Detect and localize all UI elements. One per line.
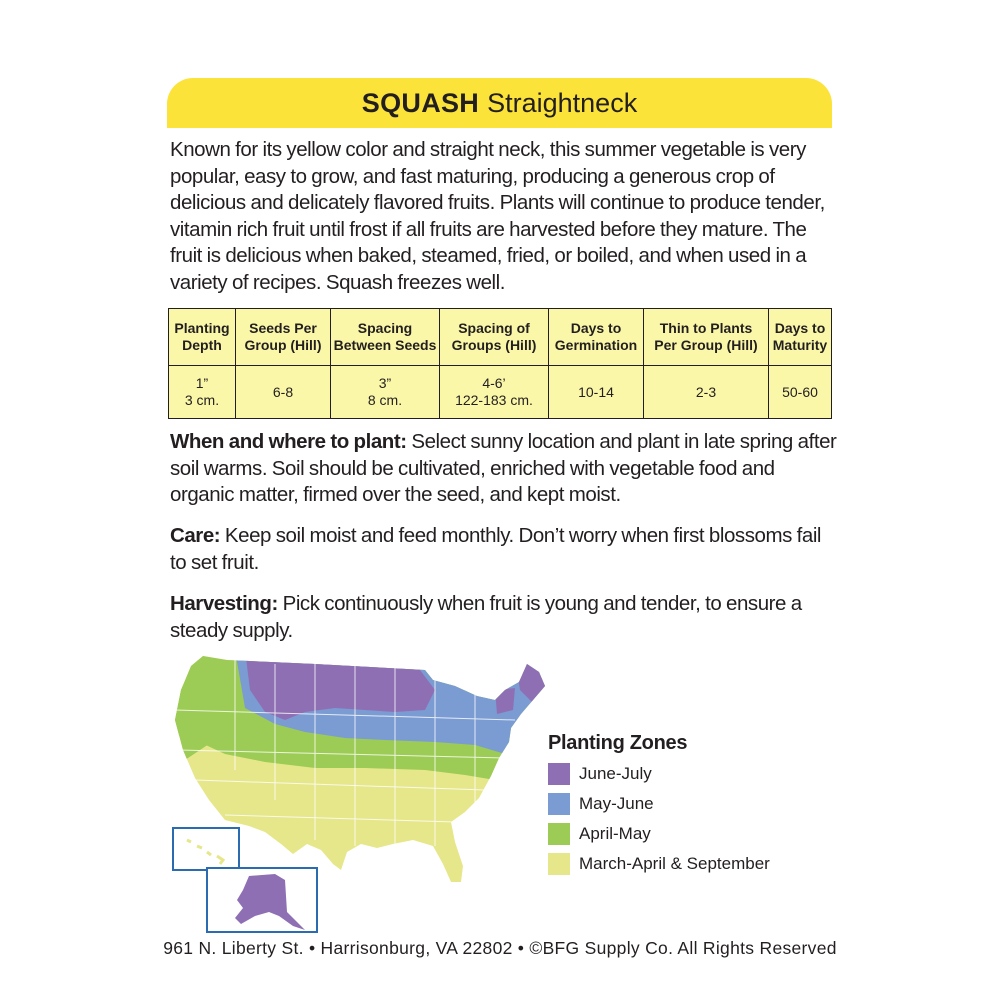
section-text: Select sunny location and plant in late spring after soil warms. Soil should be cultivated, enriched with vegetable food and organic matter, firmed over the seed, and kept moist. <box>170 430 837 506</box>
section-text: Pick continuously when fruit is young and tender, to ensure a steady supply. <box>170 592 802 642</box>
legend-swatch <box>548 793 570 815</box>
section-text: Keep soil moist and feed monthly. Don’t worry when first blossoms fail to set fruit. <box>170 524 822 574</box>
legend-item <box>548 759 770 789</box>
section-label: Harvesting: <box>170 592 278 615</box>
table-header: Days to Maturity <box>769 309 832 366</box>
table-cell: 2-3 <box>644 366 769 419</box>
planting-zones-map <box>165 650 555 940</box>
table-cell: 6-8 <box>236 366 331 419</box>
legend-item <box>548 789 770 819</box>
table-cell: 3” 8 cm. <box>331 366 440 419</box>
title-banner <box>167 78 832 128</box>
legend-label: March-April & September <box>579 854 770 873</box>
section-label: When and where to plant: <box>170 430 407 453</box>
description: Known for its yellow color and straight neck, this summer vegetable is very popular, easy to grow, and fast maturing, producing a generous crop of delicious and delicately flavored fruits. Plants will continue to produce tender, vitamin rich fruit until frost if all fruits are harvested before they mature. The fruit is delicious when baked, steamed, fried, or boiled, and when used in a variety of recipes. Squash freezes well. <box>170 138 825 294</box>
hawaii-inset <box>173 828 239 870</box>
section-label: Care: <box>170 524 221 547</box>
table-header: Days to Germination <box>549 309 644 366</box>
planting-facts-table <box>168 308 832 419</box>
footer-address: 961 N. Liberty St. • Harrisonburg, VA 22802 • ©BFG Supply Co. All Rights Reserved <box>163 938 837 958</box>
table-header-row <box>169 309 832 366</box>
table-header: Spacing Between Seeds <box>331 309 440 366</box>
legend-item <box>548 819 770 849</box>
legend-label: May-June <box>579 794 654 813</box>
table-row <box>169 366 832 419</box>
table-header: Spacing of Groups (Hill) <box>440 309 549 366</box>
table-cell: 10-14 <box>549 366 644 419</box>
legend-item <box>548 849 770 879</box>
legend-swatch <box>548 823 570 845</box>
title-bold: SQUASH <box>361 87 480 118</box>
table-cell: 4-6’ 122-183 cm. <box>440 366 549 419</box>
legend-title: Planting Zones <box>548 732 688 754</box>
table-cell: 1” 3 cm. <box>169 366 236 419</box>
legend-swatch <box>548 853 570 875</box>
legend-swatch <box>548 763 570 785</box>
harvesting-section <box>170 591 840 644</box>
table-header: Seeds Per Group (Hill) <box>236 309 331 366</box>
title-rest: Straightneck <box>487 87 638 118</box>
table-header: Thin to Plants Per Group (Hill) <box>644 309 769 366</box>
table-cell: 50-60 <box>769 366 832 419</box>
planting-zones-legend <box>548 732 770 879</box>
care-section <box>170 523 840 576</box>
legend-label: April-May <box>579 824 651 843</box>
table-header: Planting Depth <box>169 309 236 366</box>
when-where-section <box>170 429 840 509</box>
legend-label: June-July <box>579 764 652 783</box>
